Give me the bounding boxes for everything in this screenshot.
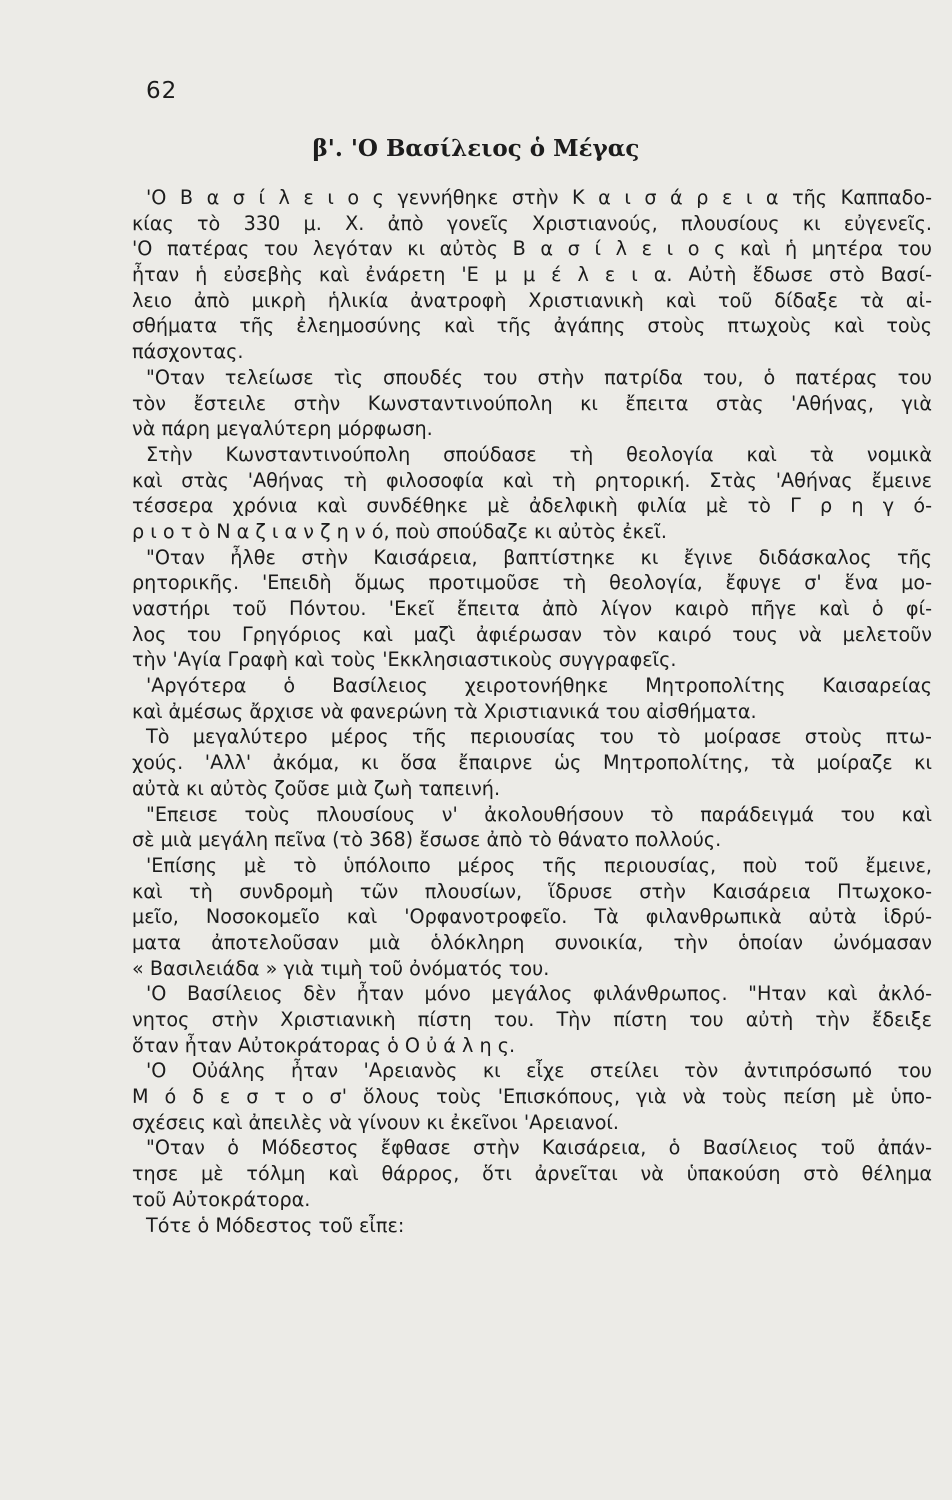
text-line: μεῖο, Νοσοκομεῖο καὶ 'Ορφανοτροφεῖο. Τὰ φιλανθρωπικὰ αὐτὰ ἱδρύ- (132, 905, 932, 929)
text-line: λος του Γρηγόριος καὶ μαζὶ ἀφιέρωσαν τὸν καιρό τους νὰ μελετοῦν (132, 622, 932, 646)
text-line: 'Ο Β α σ ί λ ε ι ο ς γεννήθηκε στὴν Κ α ι σ ά ρ ε ι α τῆς Καππαδο- (146, 186, 932, 209)
text-line: πάσχοντας. (132, 340, 244, 364)
page-number: 62 (146, 78, 178, 104)
text-line: 'Ο Οὐάλης ἦταν 'Αρειανὸς κι εἶχε στείλει τὸν ἀντιπρόσωπό του (146, 1059, 932, 1083)
text-line: σὲ μιὰ μεγάλη πεῖνα (τὸ 368) ἔσωσε ἀπὸ τὸ θάνατο πολλούς. (132, 828, 722, 852)
text-line: καὶ στὰς 'Αθήνας τὴ φιλοσοφία καὶ τὴ ρητορική. Στὰς 'Αθήνας ἔμεινε (132, 468, 932, 492)
text-line: Μ ό δ ε σ τ ο σ' ὅλους τοὺς 'Επισκόπους, γιὰ νὰ τοὺς πείση μὲ ὑπο- (132, 1085, 932, 1109)
text-line: τὴν 'Αγία Γραφὴ καὶ τοὺς 'Εκκλησιαστικοὺς συγγραφεῖς. (132, 648, 677, 672)
body-text (132, 185, 932, 1238)
text-line: 'Ο πατέρας του λεγόταν κι αὐτὸς Β α σ ί λ ε ι ο ς καὶ ἡ μητέρα του (132, 237, 932, 261)
text-line: ρητορικῆς. 'Επειδὴ ὅμως προτιμοῦσε τὴ θεολογία, ἔφυγε σ' ἕνα μο- (132, 571, 932, 595)
text-line: νητος στὴν Χριστιανικὴ πίστη του. Τὴν πίστη του αὐτὴ τὴν ἔδειξε (132, 1008, 932, 1031)
text-line: κίας τὸ 330 μ. Χ. ἀπὸ γονεῖς Χριστιανούς, πλουσίους κι εὐγενεῖς. (132, 211, 932, 235)
text-line: ὅταν ἦταν Αὐτοκράτορας ὁ Ο ὐ ά λ η ς. (132, 1033, 516, 1057)
text-line: ἦταν ἡ εὐσεβὴς καὶ ἐνάρετη 'Ε μ μ έ λ ε ι α. Αὐτὴ ἔδωσε στὸ Βασί- (132, 263, 932, 287)
text-line: 'Αργότερα ὁ Βασίλειος χειροτονήθηκε Μητροπολίτης Καισαρείας (146, 674, 932, 698)
text-line: τησε μὲ τόλμη καὶ θάρρος, ὅτι ἀρνεῖται νὰ ὑπακούση στὸ θέλημα (132, 1162, 932, 1186)
text-line: ματα ἀποτελοῦσαν μιὰ ὁλόκληρη συνοικία, τὴν ὁποίαν ὠνόμασαν (132, 930, 932, 954)
text-line: λειο ἀπὸ μικρὴ ἡλικία ἀνατροφὴ Χριστιανικὴ καὶ τοῦ δίδαξε τὰ αἰ- (132, 288, 932, 312)
text-line: χούς. 'Αλλ' ἀκόμα, κι ὅσα ἔπαιρνε ὡς Μητροπολίτης, τὰ μοίραζε κι (132, 751, 932, 775)
text-line: "Οταν ἦλθε στὴν Καισάρεια, βαπτίστηκε κι ἔγινε διδάσκαλος τῆς (146, 545, 932, 569)
text-line: τοῦ Αὐτοκράτορα. (132, 1187, 311, 1211)
chapter-title: β'. 'Ο Βασίλειος ὁ Μέγας (312, 135, 640, 162)
text-line: Στὴν Κωνσταντινούπολη σπούδασε τὴ θεολογία καὶ τὰ νομικὰ (146, 442, 932, 466)
text-line: Τότε ὁ Μόδεστος τοῦ εἶπε: (146, 1213, 405, 1237)
text-line: 'Ο Βασίλειος δὲν ἦταν μόνο μεγάλος φιλάνθρωπος. "Ηταν καὶ ἀκλό- (146, 982, 932, 1006)
text-line: νὰ πάρη μεγαλύτερη μόρφωση. (132, 417, 433, 441)
text-line: « Βασιλειάδα » γιὰ τιμὴ τοῦ ὀνόματός του. (132, 956, 550, 980)
text-line: "Επεισε τοὺς πλουσίους ν' ἀκολουθήσουν τὸ παράδειγμά του καὶ (146, 802, 932, 826)
text-line: αὐτὰ κι αὐτὸς ζοῦσε μιὰ ζωὴ ταπεινή. (132, 776, 501, 800)
text-line: καὶ ἀμέσως ἄρχισε νὰ φανερώνη τὰ Χριστιανικά του αἰσθήματα. (132, 699, 757, 723)
text-line: τέσσερα χρόνια καὶ συνδέθηκε μὲ ἀδελφικὴ φιλία μὲ τὸ Γ ρ η γ ό- (132, 494, 932, 518)
text-line: ρ ι ο τ ὸ Ν α ζ ι α ν ζ η ν ό, ποὺ σπούδαζε κι αὐτὸς ἐκεῖ. (132, 519, 667, 543)
text-line: "Οταν τελείωσε τὶς σπουδές του στὴν πατρίδα του, ὁ πατέρας του (146, 365, 932, 389)
text-line: σθήματα τῆς ἐλεημοσύνης καὶ τῆς ἀγάπης στοὺς πτωχοὺς καὶ τοὺς (132, 314, 932, 338)
text-line: ναστήρι τοῦ Πόντου. 'Εκεῖ ἔπειτα ἀπὸ λίγον καιρὸ πῆγε καὶ ὁ φί- (132, 597, 932, 620)
text-line: καὶ τὴ συνδρομὴ τῶν πλουσίων, ἵδρυσε στὴν Καισάρεια Πτωχοκο- (132, 879, 932, 903)
text-line: τὸν ἔστειλε στὴν Κωνσταντινούπολη κι ἔπειτα στὰς 'Αθήνας, γιὰ (132, 391, 932, 415)
text-line: Τὸ μεγαλύτερο μέρος τῆς περιουσίας του τὸ μοίρασε στοὺς πτω- (146, 725, 932, 749)
text-line: σχέσεις καὶ ἀπειλὲς νὰ γίνουν κι ἐκεῖνοι 'Αρειανοί. (132, 1110, 620, 1134)
text-line: "Οταν ὁ Μόδεστος ἔφθασε στὴν Καισάρεια, ὁ Βασίλειος τοῦ ἀπάν- (146, 1136, 932, 1160)
text-line: 'Επίσης μὲ τὸ ὑπόλοιπο μέρος τῆς περιουσίας, ποὺ τοῦ ἔμεινε, (146, 853, 932, 877)
